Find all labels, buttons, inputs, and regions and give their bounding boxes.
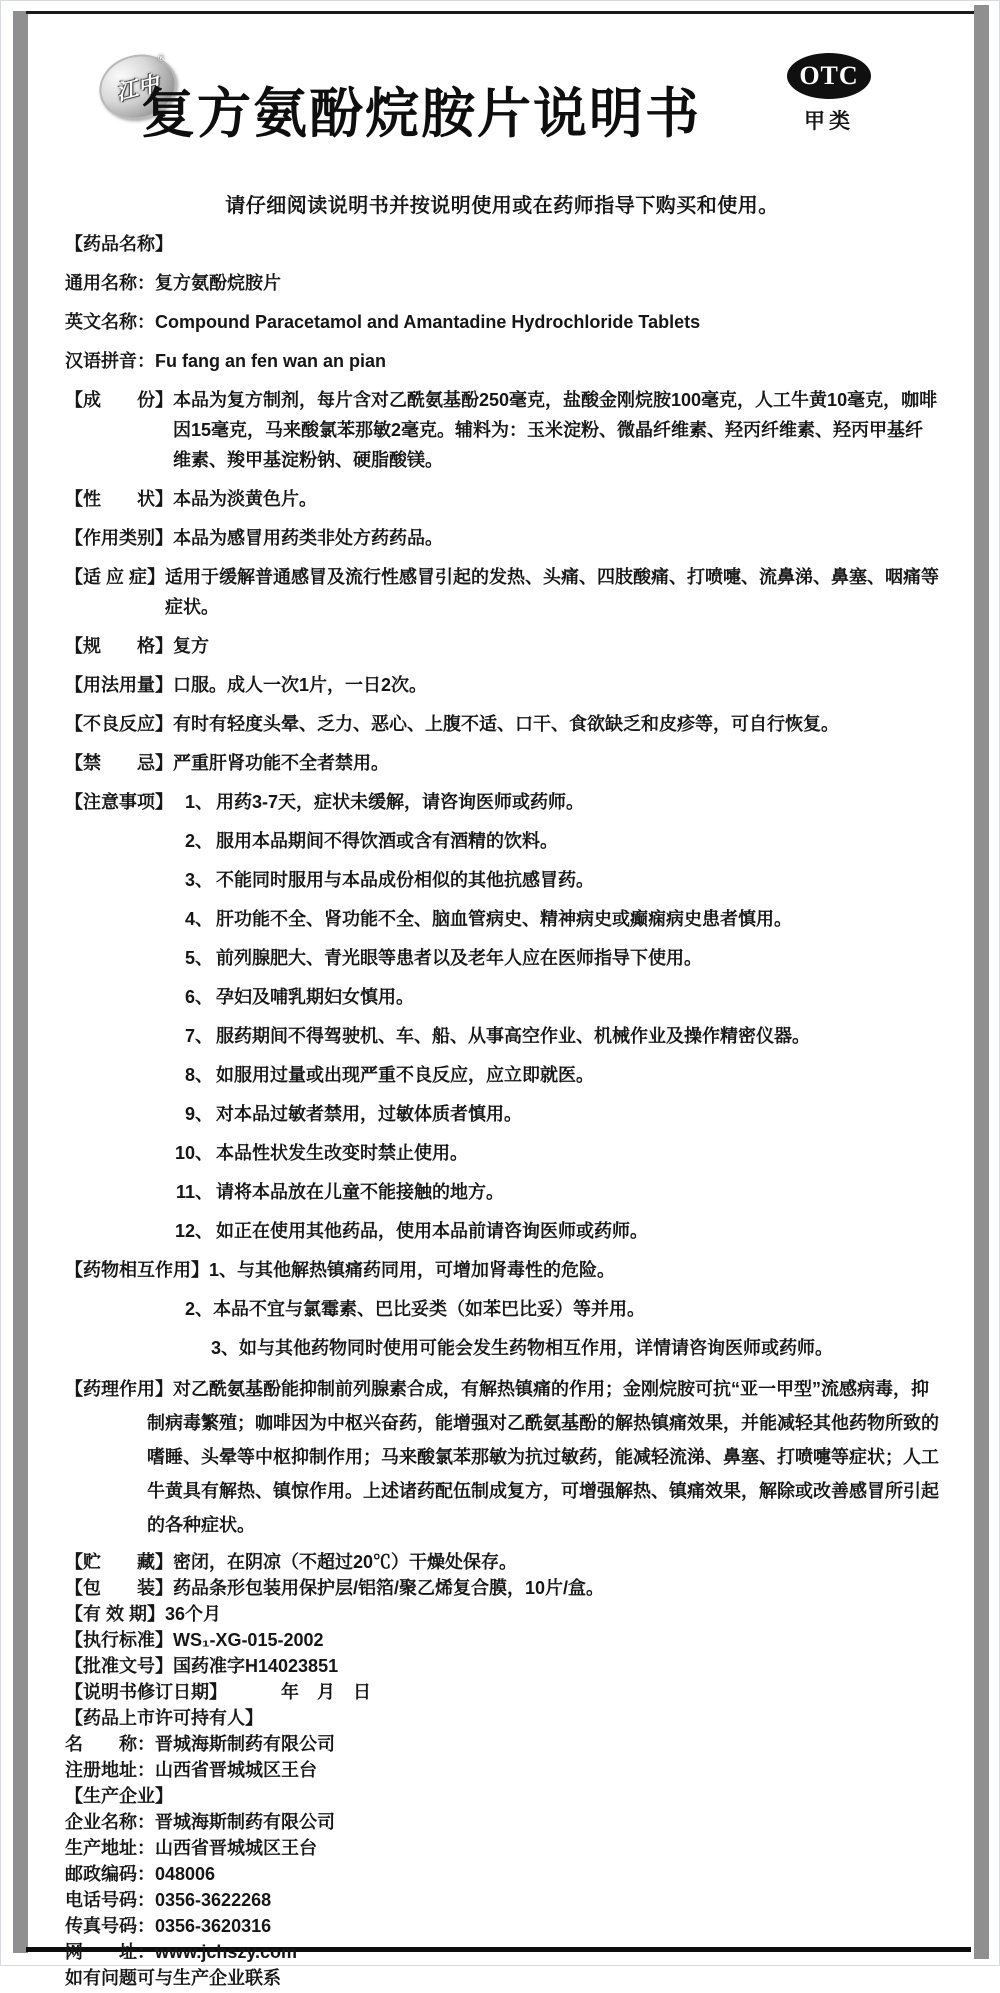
section-content: 适用于缓解普通感冒及流行性感冒引起的发热、头痛、四肢酸痛、打喷嚏、流鼻涕、鼻塞、咽痛等症状。 xyxy=(165,567,940,617)
item-text: 本品性状发生改变时禁止使用。 xyxy=(216,1143,468,1163)
notice-item xyxy=(173,865,939,895)
section-label: 【生产企业】 xyxy=(65,1786,173,1806)
item-text: 用药3-7天，症状未缓解，请咨询医师或药师。 xyxy=(216,792,585,812)
item-text: 如正在使用其他药品，使用本品前请咨询医师或药师。 xyxy=(216,1221,648,1241)
row-kv xyxy=(65,1733,939,1755)
notice-item xyxy=(173,1216,939,1246)
header xyxy=(65,29,939,229)
field-key: 名 称： xyxy=(65,1734,155,1754)
item-number: 4、 xyxy=(184,909,213,929)
item-text: 服用本品期间不得饮酒或含有酒精的饮料。 xyxy=(216,831,558,851)
notice-item xyxy=(173,1099,939,1129)
item-text: 1、与其他解热镇痛药同用，可增加肾毒性的危险。 xyxy=(209,1260,616,1280)
section-content: 36个月 xyxy=(165,1604,222,1624)
section-label: 【不良反应】 xyxy=(65,714,173,734)
field-key: 网 址： xyxy=(65,1942,155,1962)
section-label: 【禁 忌】 xyxy=(65,753,173,773)
section-label: 【注意事项】 xyxy=(65,792,173,812)
row-kv xyxy=(65,1889,939,1911)
field-value: 晋城海斯制药有限公司 xyxy=(155,1734,335,1754)
field-value: 0356-3622268 xyxy=(155,1890,272,1910)
section-content: 药品条形包装用保护层/铝箔/聚乙烯复合膜，10片/盒。 xyxy=(173,1578,605,1598)
item-number: 11、 xyxy=(175,1182,213,1202)
row-labeled xyxy=(65,1655,939,1677)
item-number: 6、 xyxy=(184,987,213,1007)
otc-badge-label: OTC xyxy=(799,61,859,90)
row-kv xyxy=(65,307,939,337)
section-label: 【适 应 症】 xyxy=(65,567,166,587)
section-label: 【批准文号】 xyxy=(65,1656,173,1676)
field-value: Fu fang an fen wan an pian xyxy=(155,351,387,371)
row-hang: 【药理作用】对乙酰氨基酚能抑制前列腺素合成，有解热镇痛的作用；金刚烷胺可抗“亚一甲型”流感病毒，抑制病毒繁殖；咖啡因为中枢兴奋药，能增强对乙酰氨基酚的解热镇痛效果，并能减轻其他药物所致的嗜睡、头晕等中枢抑制作用；马来酸氯苯那敏为抗过敏药，能减轻流涕、鼻塞、打喷嚏等症状；人工牛黄具有解热、镇惊作用。上述诸药配伍制成复方，可增强解热、镇痛效果，解除或改善感冒所引起的各种症状。 xyxy=(65,1379,939,1535)
item-text: 不能同时服用与本品成份相似的其他抗感冒药。 xyxy=(216,870,594,890)
notice-item xyxy=(173,1021,939,1051)
row-labeled xyxy=(65,1681,939,1703)
row-numbered xyxy=(65,787,939,1246)
leaflet-content xyxy=(65,29,939,1993)
section-label: 【规 格】 xyxy=(65,636,173,656)
field-key: 通用名称： xyxy=(65,273,155,293)
scan-edge-right xyxy=(974,5,989,1959)
field-value: Compound Paracetamol and Amantadine Hydrochloride Tablets xyxy=(155,312,701,332)
page-title: 复方氨酚烷胺片说明书 xyxy=(141,84,701,144)
item-text: 肝功能不全、肾功能不全、脑血管病史、精神病史或癫痫病史患者慎用。 xyxy=(216,909,792,929)
notice-item xyxy=(173,1177,939,1207)
section-label: 【贮 藏】 xyxy=(65,1552,173,1572)
notice-item xyxy=(173,1060,939,1090)
row-kv xyxy=(65,268,939,298)
row-kv xyxy=(65,1915,939,1937)
notice-item xyxy=(173,982,939,1012)
notice-item xyxy=(173,787,939,817)
section-content: 复方 xyxy=(173,636,209,656)
section-content: 密闭，在阴凉（不超过20℃）干燥处保存。 xyxy=(173,1552,518,1572)
row-labeled xyxy=(65,484,939,514)
item-text: 如服用过量或出现严重不良反应，应立即就医。 xyxy=(216,1065,594,1085)
item-text: 服药期间不得驾驶机、车、船、从事高空作业、机械作业及操作精密仪器。 xyxy=(216,1026,810,1046)
row-kv xyxy=(65,1811,939,1833)
field-value: 晋城海斯制药有限公司 xyxy=(155,1812,335,1832)
field-value: www.jchszy.com xyxy=(155,1942,298,1962)
item-text: 2、本品不宜与氯霉素、巴比妥类（如苯巴比妥）等并用。 xyxy=(185,1299,646,1319)
section-label: 【用法用量】 xyxy=(65,675,173,695)
item-number: 3、 xyxy=(184,870,213,890)
interaction-item xyxy=(65,1294,939,1324)
item-number: 7、 xyxy=(184,1026,213,1046)
row-labeled xyxy=(65,385,939,475)
section-label: 【性 状】 xyxy=(65,489,173,509)
field-key: 汉语拼音： xyxy=(65,351,155,371)
row-labeled xyxy=(65,709,939,739)
section-content: 本品为复方制剂，每片含对乙酰氨基酚250毫克，盐酸金刚烷胺100毫克，人工牛黄10毫克，咖啡因15毫克，马来酸氯苯那敏2毫克。辅料为：玉米淀粉、微晶纤维素、羟丙纤维素、羟丙甲基纤维素、羧甲基淀粉钠、硬脂酸镁。 xyxy=(173,390,938,470)
logo-text: 江中 xyxy=(114,71,163,105)
item-number: 12、 xyxy=(174,1221,213,1241)
section-content: 本品为淡黄色片。 xyxy=(173,489,317,509)
row-heading xyxy=(65,1785,939,1807)
field-key: 企业名称： xyxy=(65,1812,155,1832)
row-kv xyxy=(65,346,939,376)
item-number: 8、 xyxy=(184,1065,213,1085)
section-content: 有时有轻度头晕、乏力、恶心、上腹不适、口干、食欲缺乏和皮疹等，可自行恢复。 xyxy=(173,714,839,734)
section-content: 国药准字H14023851 xyxy=(173,1656,339,1676)
field-value: 048006 xyxy=(155,1864,216,1884)
section-label: 【药品名称】 xyxy=(65,234,173,254)
field-key: 电话号码： xyxy=(65,1890,155,1910)
row-labeled xyxy=(65,523,939,553)
row-labeled xyxy=(65,670,939,700)
row-kv xyxy=(65,1941,939,1963)
row-kv xyxy=(65,1759,939,1781)
item-number: 2、 xyxy=(184,831,213,851)
notice-item xyxy=(173,826,939,856)
section-label: 【药理作用】 xyxy=(65,1379,173,1399)
item-number: 9、 xyxy=(184,1104,213,1124)
section-label: 【药物相互作用】 xyxy=(65,1260,209,1280)
scan-edge-left xyxy=(13,11,28,1953)
otc-class-label: 甲类 xyxy=(804,110,854,133)
subtitle: 请仔细阅读说明书并按说明使用或在药师指导下购买和使用。 xyxy=(225,195,779,217)
row-labeled xyxy=(65,1603,939,1625)
field-key: 传真号码： xyxy=(65,1916,155,1936)
section-content: 严重肝肾功能不全者禁用。 xyxy=(173,753,389,773)
field-value: 复方氨酚烷胺片 xyxy=(155,273,281,293)
field-value: 0356-3620316 xyxy=(155,1916,272,1936)
section-label: 【作用类别】 xyxy=(65,528,173,548)
row-labeled xyxy=(65,1577,939,1599)
notice-item xyxy=(173,904,939,934)
row-labeled xyxy=(65,1629,939,1651)
field-value: 山西省晋城城区王台 xyxy=(155,1760,317,1780)
item-text: 3、如与其他药物同时使用可能会发生药物相互作用，详情请咨询医师或药师。 xyxy=(211,1338,834,1358)
section-content: 本品为感冒用药类非处方药药品。 xyxy=(173,528,443,548)
doc-body xyxy=(65,229,939,1989)
row-heading xyxy=(65,1707,939,1729)
row-labeled xyxy=(65,1551,939,1573)
section-content: WS₁-XG-015-2002 xyxy=(173,1630,324,1650)
item-number: 1、 xyxy=(184,792,213,812)
field-value: 山西省晋城城区王台 xyxy=(155,1838,317,1858)
section-label: 【执行标准】 xyxy=(65,1630,173,1650)
section-label: 【药品上市许可持有人】 xyxy=(65,1708,263,1728)
row-stair xyxy=(65,1255,939,1363)
item-text: 请将本品放在儿童不能接触的地方。 xyxy=(216,1182,504,1202)
item-number: 10、 xyxy=(174,1143,213,1163)
row-plain xyxy=(65,1967,939,1989)
field-key: 生产地址： xyxy=(65,1838,155,1858)
row-labeled xyxy=(65,748,939,778)
row-kv xyxy=(65,1837,939,1859)
registered-mark-icon: ® xyxy=(156,51,166,64)
section-label: 【说明书修订日期】 xyxy=(65,1682,227,1702)
item-text: 对本品过敏者禁用，过敏体质者慎用。 xyxy=(216,1104,522,1124)
section-label: 【包 装】 xyxy=(65,1578,173,1598)
otc-badge xyxy=(787,53,871,99)
row-kv xyxy=(65,1863,939,1885)
interaction-item xyxy=(65,1255,939,1285)
row-labeled xyxy=(65,562,939,622)
section-content: 年 月 日 xyxy=(227,1682,371,1702)
top-rule xyxy=(26,11,974,14)
section-label: 【成 份】 xyxy=(65,390,173,410)
notice-list xyxy=(173,787,939,1246)
row-heading xyxy=(65,229,939,259)
field-key: 注册地址： xyxy=(65,1760,155,1780)
section-content: 口服。成人一次1片，一日2次。 xyxy=(173,675,428,695)
interaction-item xyxy=(65,1333,939,1363)
notice-item xyxy=(173,1138,939,1168)
row-labeled xyxy=(65,631,939,661)
field-key: 邮政编码： xyxy=(65,1864,155,1884)
item-text: 孕妇及哺乳期妇女慎用。 xyxy=(216,987,414,1007)
notice-item xyxy=(173,943,939,973)
item-number: 5、 xyxy=(184,948,213,968)
field-key: 英文名称： xyxy=(65,312,155,332)
plain-text: 如有问题可与生产企业联系 xyxy=(65,1968,281,1988)
section-label: 【有 效 期】 xyxy=(65,1604,166,1624)
item-text: 前列腺肥大、青光眼等患者以及老年人应在医师指导下使用。 xyxy=(216,948,702,968)
